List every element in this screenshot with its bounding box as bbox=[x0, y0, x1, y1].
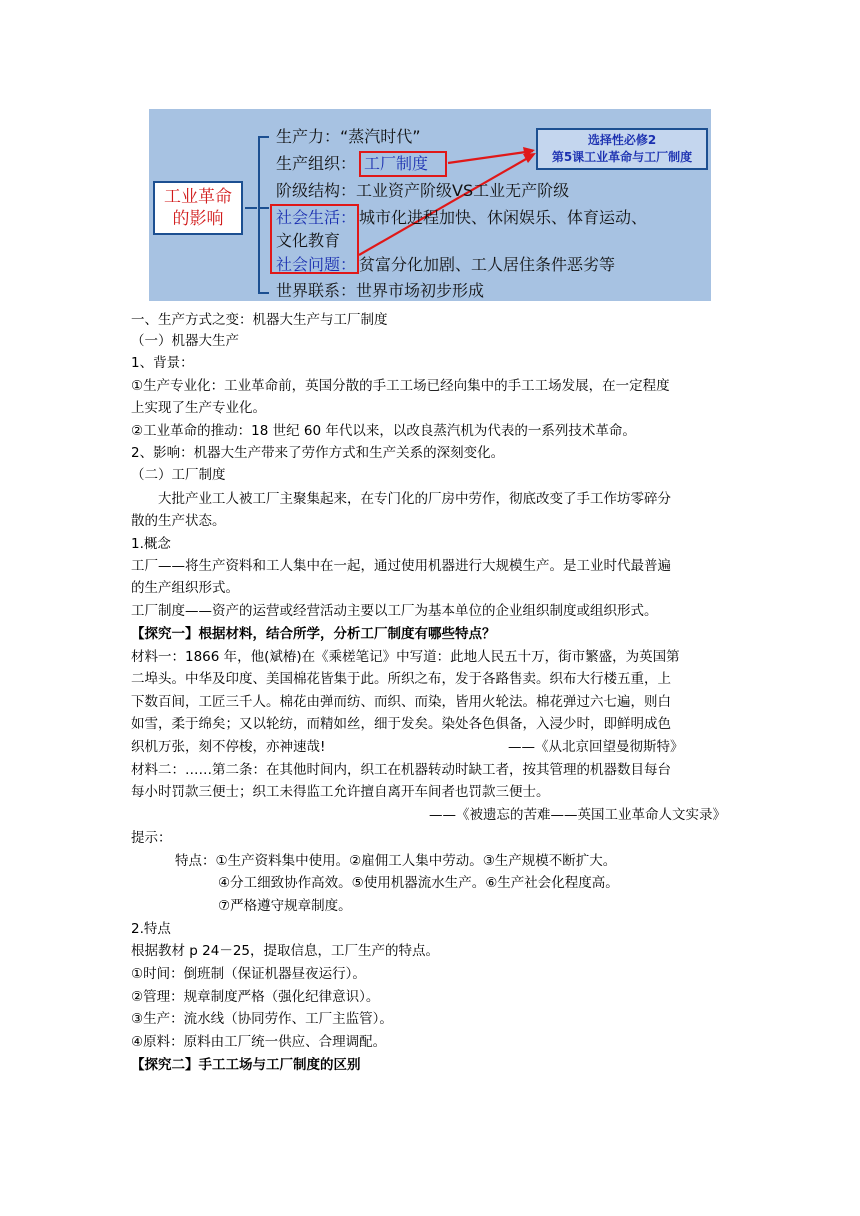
diagram-class-structure: 阶级结构：工业资产阶级VS工业无产阶级 bbox=[276, 181, 570, 200]
material-line: 每小时罚款三便士；织工未得监工允许擅自离开车间者也罚款三便士。 bbox=[131, 784, 550, 800]
material-line: 下数百间，工匠三千人。棉花由弹而纺、而织、而染，皆用火轮法。棉花弹过六七遍，则白 bbox=[131, 694, 671, 710]
paragraph-line: 工厂制度——资产的运营或经营活动主要以工厂为基本单位的企业组织制度或组织形式。 bbox=[131, 603, 658, 619]
paragraph-line: 大批产业工人被工厂主聚集起来，在专门化的厂房中劳作，彻底改变了手工作坊零碎分 bbox=[158, 491, 671, 507]
subheading-machine-production: （一）机器大生产 bbox=[131, 333, 239, 349]
diagram-productivity: 生产力：“蒸汽时代” bbox=[276, 127, 421, 146]
features-heading: 2.特点 bbox=[131, 921, 171, 937]
inquiry-two-heading: 【探究二】手工工场与工厂制度的区别 bbox=[131, 1057, 361, 1073]
feature-item: ②管理：规章制度严格（强化纪律意识）。 bbox=[131, 989, 380, 1005]
paragraph-line: 散的生产状态。 bbox=[131, 513, 226, 529]
diagram-social-life-label: 社会生活： bbox=[276, 208, 357, 227]
paragraph-line: ①生产专业化：工业革命前，英国分散的手工工场已经向集中的手工工场发展，在一定程度 bbox=[131, 378, 670, 394]
subheading-factory-system: （二）工厂制度 bbox=[131, 467, 226, 483]
diagram-social-problem-value: 贫富分化加剧、工人居住条件恶劣等 bbox=[359, 255, 616, 274]
diagram-target-box bbox=[536, 128, 708, 170]
hint-line: ④分工细致协作高效。⑤使用机器流水生产。⑥生产社会化程度高。 bbox=[218, 875, 619, 891]
diagram-social-problem-label: 社会问题： bbox=[276, 255, 357, 274]
paragraph-line: ②工业革命的推动：18 世纪 60 年代以来，以改良蒸汽机为代表的一系列技术革命。 bbox=[131, 423, 636, 439]
diagram-world: 世界联系：世界市场初步形成 bbox=[276, 281, 485, 300]
material-line: 织机万张，刻不停梭，亦神速哉! bbox=[131, 739, 326, 755]
diagram-center-box bbox=[153, 181, 243, 235]
feature-item: ①时间：倒班制（保证机器昼夜运行）。 bbox=[131, 966, 366, 982]
concept-heading: 1.概念 bbox=[131, 536, 171, 552]
target-line-1: 选择性必修2 bbox=[587, 133, 657, 147]
section-heading: 一、生产方式之变：机器大生产与工厂制度 bbox=[131, 312, 388, 328]
industrial-revolution-impact-diagram bbox=[149, 109, 711, 301]
paragraph-line: 上实现了生产专业化。 bbox=[131, 400, 266, 416]
paragraph-line: 工厂——将生产资料和工人集中在一起，通过使用机器进行大规模生产。是工业时代最普遍 bbox=[131, 558, 671, 574]
hint-label: 提示： bbox=[131, 830, 172, 846]
hint-line: ⑦严格遵守规章制度。 bbox=[218, 898, 352, 914]
center-line-1: 工业革命 bbox=[164, 187, 232, 207]
material-line: 材料一：1866 年，他(斌椿)在《乘槎笔记》中写道：此地人民五十万，街市繁盛，为英国第 bbox=[131, 649, 680, 665]
target-line-2: 第5课工业革命与工厂制度 bbox=[551, 150, 693, 164]
hint-line: 特点：①生产资料集中使用。②雇佣工人集中劳动。③生产规模不断扩大。 bbox=[175, 853, 617, 869]
material-line: 二埠头。中华及印度、美国棉花皆集于此。所织之布，发于各路售卖。织布大行楼五重，上 bbox=[131, 671, 671, 687]
diagram-social-life-value: 城市化进程加快、休闲娱乐、体育运动、 bbox=[359, 208, 648, 227]
diagram-social-life-cont: 文化教育 bbox=[276, 231, 341, 250]
diagram-organization-value: 工厂制度 bbox=[364, 154, 429, 173]
material-line: 材料二：……第二条：在其他时间内，织工在机器转动时缺工者，按其管理的机器数目每台 bbox=[131, 762, 671, 778]
material-line: 如雪，柔于绵矣；又以轮纺，而精如丝，细于发矣。染处各色俱备，入浸少时，即鲜明成色 bbox=[131, 716, 671, 732]
background-label: 1、背景： bbox=[131, 355, 194, 371]
material-source: ——《被遗忘的苦难——英国工业革命人文实录》 bbox=[429, 807, 726, 823]
inquiry-one-heading: 【探究一】根据材料，结合所学，分析工厂制度有哪些特点？ bbox=[131, 626, 496, 642]
feature-item: ③生产：流水线（协同劳作、工厂主监管）。 bbox=[131, 1011, 393, 1027]
paragraph-line: 2、影响：机器大生产带来了劳作方式和生产关系的深刻变化。 bbox=[131, 445, 505, 461]
material-source: ——《从北京回望曼彻斯特》 bbox=[508, 739, 684, 755]
center-line-2: 的影响 bbox=[172, 209, 224, 229]
feature-item: ④原料：原料由工厂统一供应、合理调配。 bbox=[131, 1034, 387, 1050]
paragraph-line: 根据教材 p 24－25，提取信息，工厂生产的特点。 bbox=[131, 943, 440, 959]
diagram-organization-label: 生产组织： bbox=[276, 154, 357, 173]
paragraph-line: 的生产组织形式。 bbox=[131, 580, 239, 596]
